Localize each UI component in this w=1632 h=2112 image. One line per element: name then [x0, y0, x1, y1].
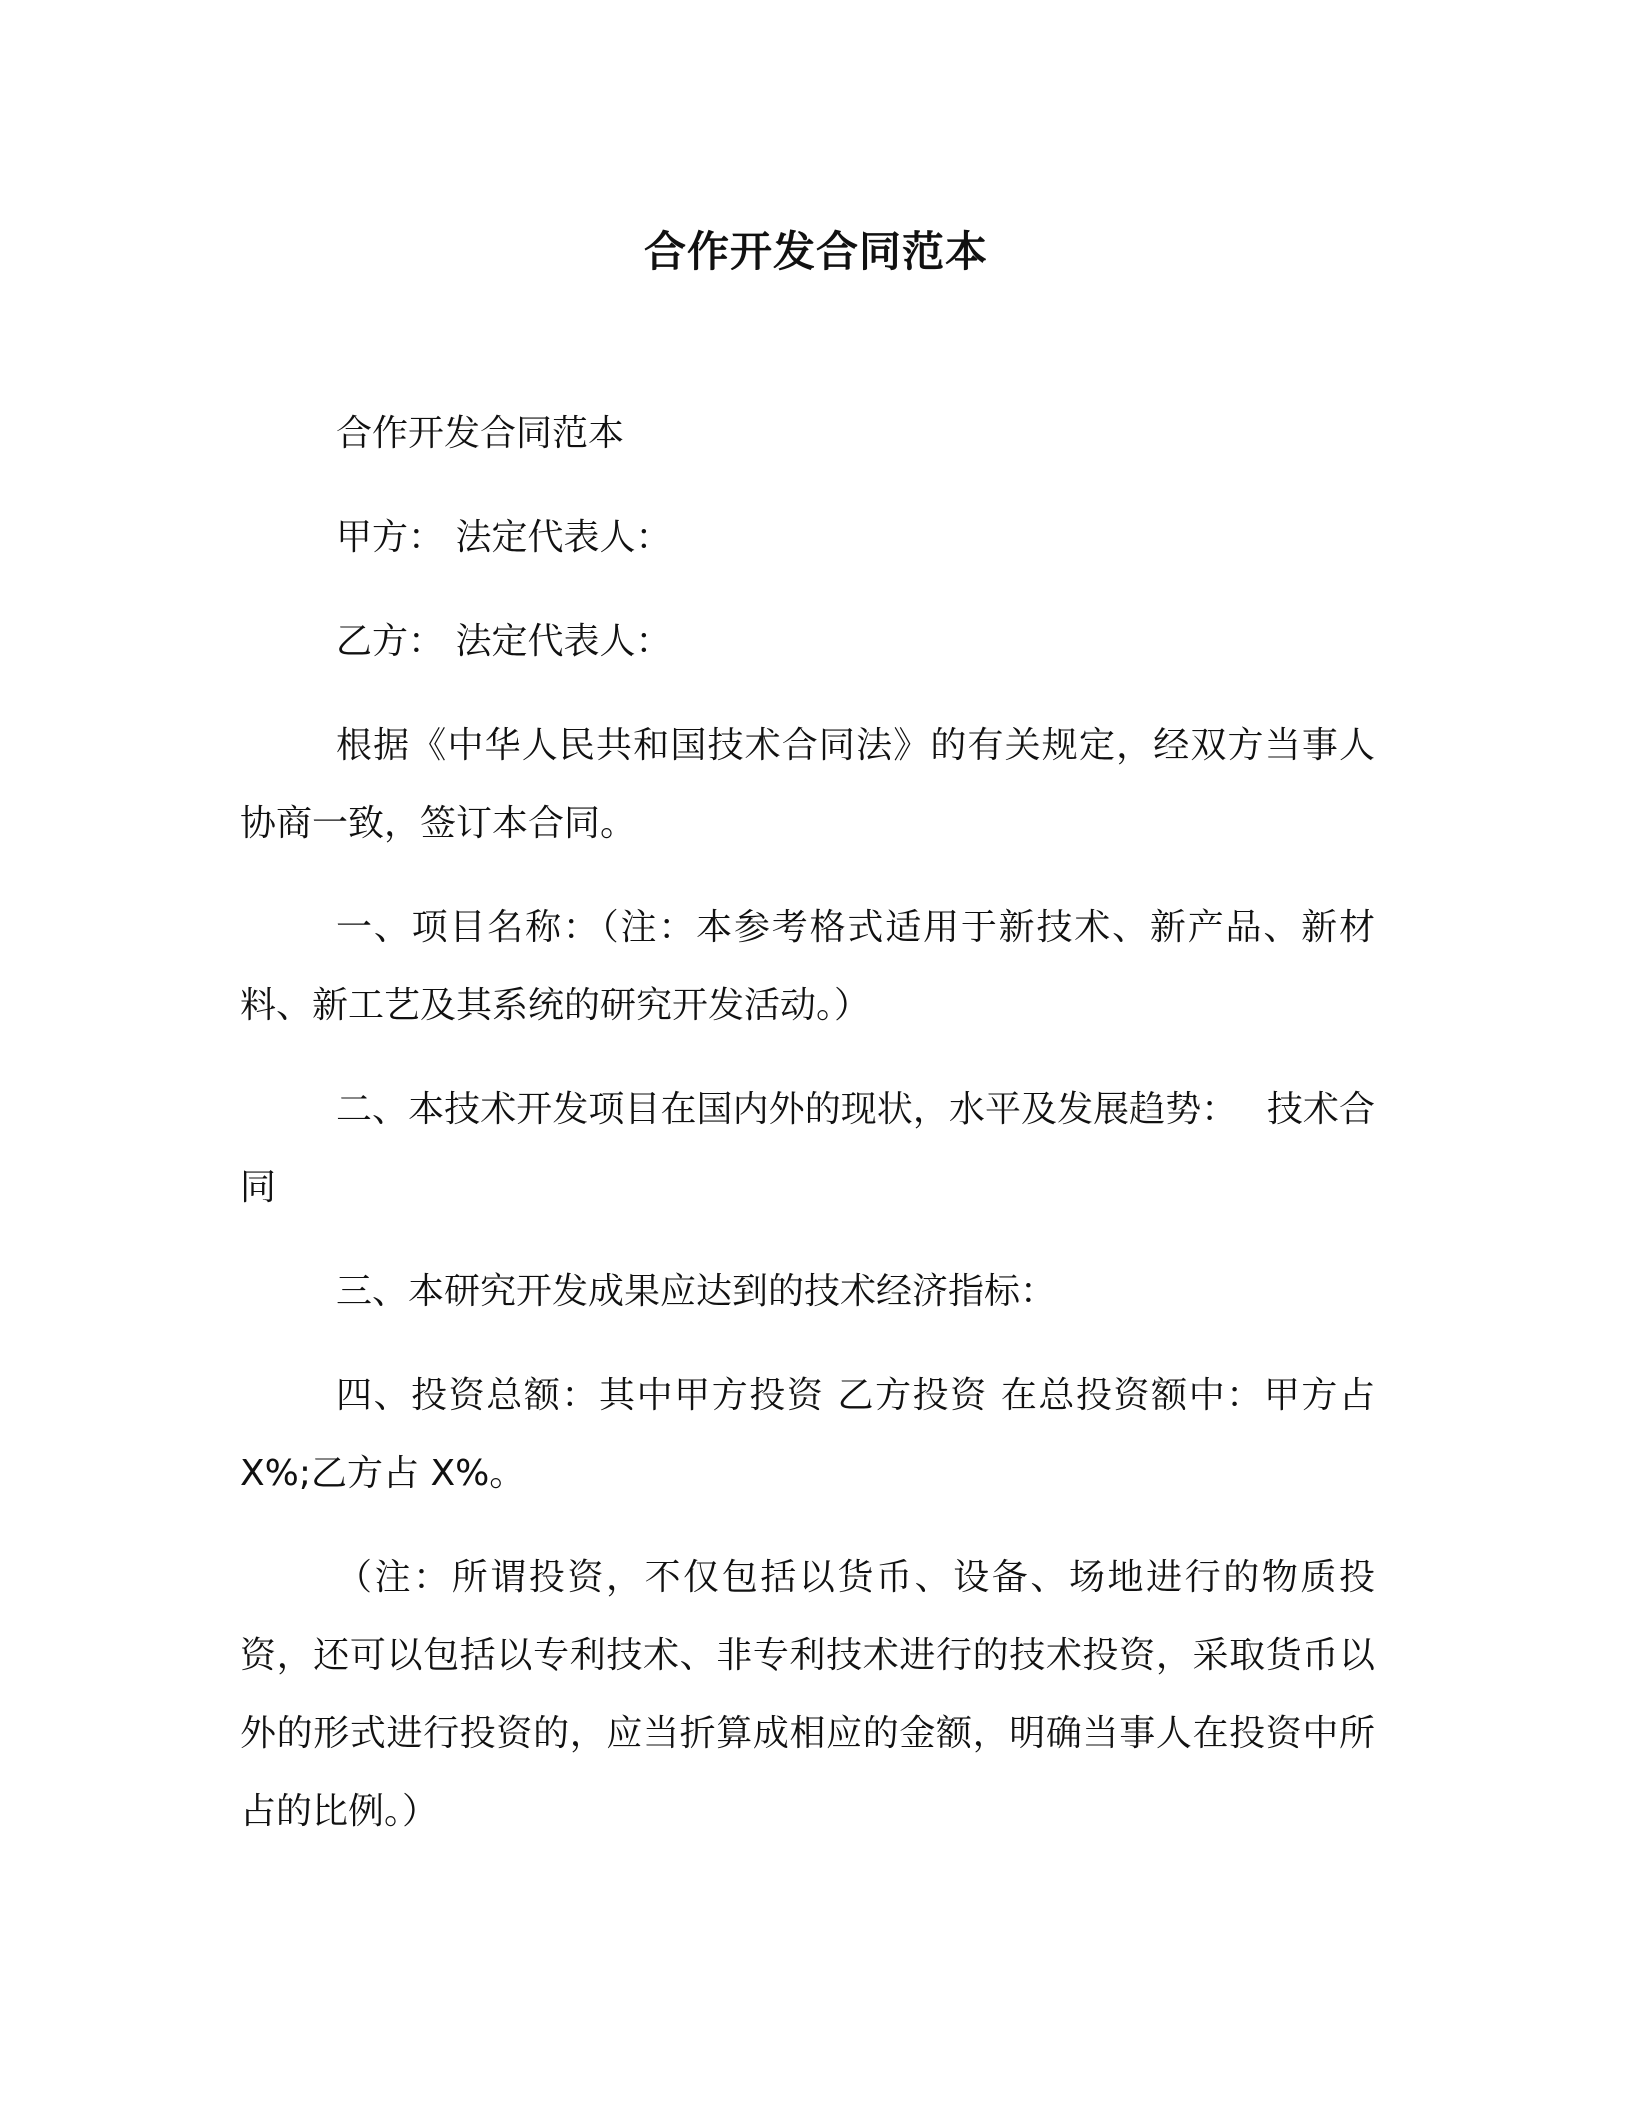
paragraph-party-b: 乙方： 法定代表人：	[336, 621, 672, 662]
paragraph-indicators: 三、本研究开发成果应达到的技术经济指标：	[336, 1271, 1057, 1312]
paragraph-subtitle: 合作开发合同范本	[336, 413, 625, 454]
paragraph-status: 二、本技术开发项目在国内外的现状，水平及发展趋势： 技术合同	[240, 1089, 1375, 1208]
paragraph-preamble: 根据《中华人民共和国技术合同法》的有关规定，经双方当事人协商一致，签订本合同。	[240, 725, 1375, 844]
document-title: 合作开发合同范本	[643, 227, 988, 276]
paragraph-party-a: 甲方： 法定代表人：	[336, 517, 672, 558]
paragraph-investment-note: （注：所谓投资，不仅包括以货币、设备、场地进行的物质投资，还可以包括以专利技术、非专利技术进行的技术投资，采取货币以外的形式进行投资的，应当折算成相应的金额，明确当事人在投资中所占的比例。）	[240, 1557, 1375, 1832]
document-body	[240, 395, 1375, 1877]
paragraph-project-name: 一、项目名称：（注：本参考格式适用于新技术、新产品、新材料、新工艺及其系统的研究开发活动。）	[240, 907, 1375, 1026]
paragraph-investment: 四、投资总额：其中甲方投资 乙方投资 在总投资额中：甲方占 X%;乙方占 X%。	[240, 1375, 1375, 1494]
